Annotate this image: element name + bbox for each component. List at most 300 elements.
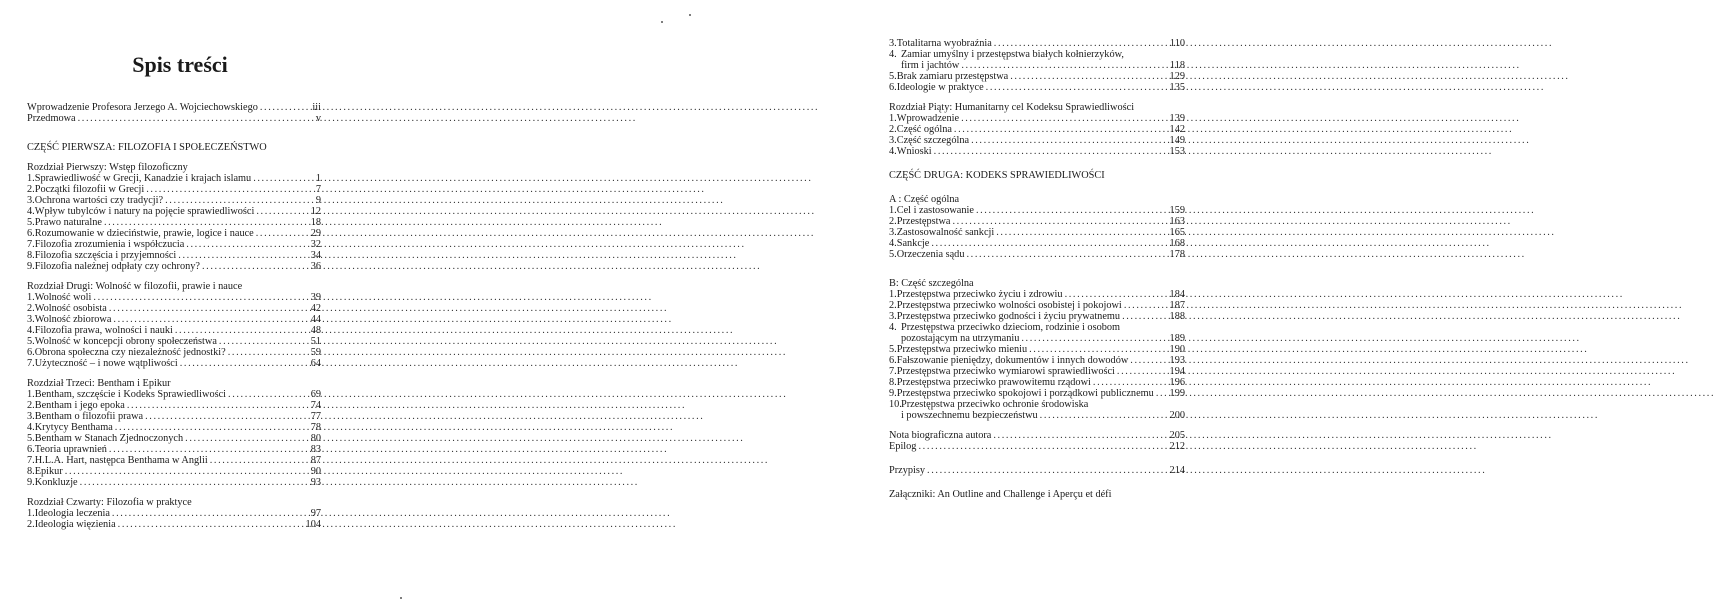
toc-entry-text: Przestępstwa przeciwko wolności osobistej i pokojowi (896, 300, 1122, 311)
toc-entry[interactable] (889, 410, 1185, 421)
dot-leader (934, 146, 1168, 157)
toc-entry-number: 9. (27, 477, 35, 488)
toc-entry-text: Filozofia prawa, wolności i nauki (34, 325, 173, 336)
toc-entry[interactable] (27, 411, 321, 422)
toc-entry-page: 142 (1169, 124, 1185, 135)
spacer (889, 452, 1185, 461)
dot-leader (145, 411, 309, 422)
toc-entry-page: 200 (1169, 410, 1185, 421)
toc-entry-text: Wolność woli (34, 292, 92, 303)
toc-entry[interactable] (889, 430, 1185, 441)
toc-entry-page: 36 (310, 261, 321, 272)
toc-entry-number: 5. (889, 344, 897, 355)
chapter-heading: Rozdział Trzeci: Bentham i Epikur (27, 378, 171, 389)
toc-entry[interactable] (27, 303, 321, 314)
toc-entry-text: Przestępstwa przeciwko godności i życiu prywatnemu (896, 311, 1121, 322)
toc-entry-text: H.L.A. Hart, następca Benthama w Anglii (34, 455, 208, 466)
dot-leader (115, 422, 309, 433)
toc-entry[interactable] (27, 239, 321, 250)
toc-entry-number: 3. (27, 411, 35, 422)
toc-entry-number: 6. (27, 347, 35, 358)
dot-leader (175, 325, 309, 336)
spacer (889, 181, 1185, 190)
toc-entry-text-cont: pozostającym na utrzymaniu (901, 333, 1020, 344)
toc-entry-line (889, 399, 1185, 410)
dot-leader (1122, 311, 1167, 322)
toc-entry-page: 48 (310, 325, 321, 336)
toc-entry-text: Ideologia leczenia (34, 508, 110, 519)
toc-entry[interactable] (27, 477, 321, 488)
toc-entry[interactable] (27, 195, 321, 206)
section-heading: A : Część ogólna (889, 194, 960, 205)
toc-entry-page: 129 (1169, 71, 1185, 82)
toc-entry-page: 64 (310, 358, 321, 369)
toc-entry-text: Przestępstwa przeciwko spokojowi i porządkowi publicznemu (896, 388, 1154, 399)
toc-entry[interactable] (27, 325, 321, 336)
toc-entry[interactable] (889, 289, 1185, 300)
toc-entry-number: 6. (889, 355, 897, 366)
dot-leader (104, 217, 309, 228)
toc-entry[interactable] (889, 249, 1185, 260)
toc-entry-text: Bentham w Stanach Zjednoczonych (34, 433, 184, 444)
dot-leader (260, 102, 311, 113)
toc-entry-number: 7. (27, 455, 35, 466)
toc-entry-page: 193 (1169, 355, 1185, 366)
toc-entry-text: Teoria uprawnień (34, 444, 107, 455)
toc-entry-number: 2. (27, 303, 35, 314)
dot-leader (1156, 388, 1168, 399)
toc-entry-number: 4. (27, 206, 35, 217)
toc-entry[interactable] (889, 227, 1185, 238)
toc-entry-page: 12 (310, 206, 321, 217)
toc-entry[interactable] (889, 205, 1185, 216)
toc-entry-text-cont: firm i jachtów (901, 60, 960, 71)
dot-leader (966, 249, 1167, 260)
toc-entry-number: 6. (889, 82, 897, 93)
toc-entry[interactable] (27, 444, 321, 455)
toc-entry-number: 1. (27, 173, 35, 184)
dot-leader (109, 303, 309, 314)
toc-entry[interactable] (889, 38, 1185, 49)
toc-entry-page: 42 (310, 303, 321, 314)
toc-entry-text: Część szczególna (896, 135, 970, 146)
right-toc (889, 38, 1185, 500)
toc-entry-text: Użyteczność – i nowe wątpliwości (34, 358, 178, 369)
toc-entry-text: Bentham, szczęście i Kodeks Sprawiedliwości (34, 389, 227, 400)
toc-entry-text: Totalitarna wyobraźnia (896, 38, 992, 49)
spacer (889, 476, 1185, 485)
toc-entry[interactable] (27, 466, 321, 477)
toc-entry-page: 110 (1169, 38, 1185, 49)
spacer (889, 421, 1185, 430)
toc-entry-text: Bentham i jego epoka (34, 400, 125, 411)
toc-entry-number: 2. (27, 400, 35, 411)
dot-leader (93, 292, 308, 303)
toc-entry-page: 165 (1169, 227, 1185, 238)
toc-entry-page: 34 (310, 250, 321, 261)
toc-entry-page: 135 (1169, 82, 1185, 93)
dot-leader (228, 389, 309, 400)
toc-entry-page: 7 (315, 184, 321, 195)
toc-entry-text: Wolność w koncepcji obrony społeczeństwa (34, 336, 217, 347)
toc-entry-number: 1. (889, 289, 897, 300)
toc-entry[interactable] (27, 206, 321, 217)
dot-leader (185, 433, 309, 444)
toc-entry[interactable] (27, 173, 321, 184)
toc-entry-text: Ideologia więzienia (34, 519, 116, 530)
toc-entry-number: 6. (27, 228, 35, 239)
toc-entry-text: Brak zamiaru przestępstwa (896, 71, 1009, 82)
toc-entry[interactable] (889, 124, 1185, 135)
dot-leader (986, 82, 1168, 93)
dot-leader (1040, 410, 1168, 421)
toc-entry[interactable] (889, 366, 1185, 377)
dot-leader (210, 455, 309, 466)
toc-entry[interactable] (27, 422, 321, 433)
spacer (27, 272, 321, 281)
toc-entry-page: 153 (1169, 146, 1185, 157)
toc-entry[interactable] (889, 71, 1185, 82)
toc-entry-page: 118 (1169, 60, 1185, 71)
toc-entry[interactable] (889, 344, 1185, 355)
toc-entry[interactable] (27, 250, 321, 261)
toc-entry[interactable] (27, 455, 321, 466)
toc-entry-page: 178 (1169, 249, 1185, 260)
toc-entry-number: 2. (27, 184, 35, 195)
toc-entry-text: Przypisy (889, 465, 926, 476)
toc-entry-number: 4. (889, 146, 897, 157)
toc-entry-number: 3. (889, 38, 897, 49)
toc-entry[interactable] (27, 336, 321, 347)
toc-entry-page: 205 (1169, 430, 1185, 441)
toc-entry-text: Nota biograficzna autora (889, 430, 992, 441)
toc-entry-text: Przestępstwa przeciwko prawowitemu rządowi (896, 377, 1091, 388)
toc-entry-page: 74 (310, 400, 321, 411)
toc-entry-number: 7. (27, 239, 35, 250)
toc-entry[interactable] (27, 261, 321, 272)
toc-entry[interactable] (889, 238, 1185, 249)
dot-leader (918, 441, 1167, 452)
dot-leader (202, 261, 309, 272)
toc-entry-text: Sprawiedliwość w Grecji, Kanadzie i krajach islamu (34, 173, 252, 184)
part-heading: CZĘŚĆ PIERWSZA: FILOZOFIA I SPOŁECZEŃSTWO (27, 142, 267, 153)
toc-entry-text: Obrona społeczna czy niezależność jednostki? (34, 347, 226, 358)
dot-leader (219, 336, 309, 347)
toc-entry-number: 2. (889, 216, 897, 227)
toc-entry-text: Początki filozofii w Grecji (34, 184, 145, 195)
toc-entry-number: 5. (889, 249, 897, 260)
dot-leader (80, 477, 309, 488)
toc-entry-page: 104 (305, 519, 321, 530)
dot-leader (113, 314, 308, 325)
spacer (889, 260, 1185, 269)
toc-entry-text: Wprowadzenie (896, 113, 960, 124)
toc-entry-text: Przestępstwa przeciwko mieniu (896, 344, 1028, 355)
dot-leader (954, 124, 1168, 135)
toc-entry-number: 5. (27, 433, 35, 444)
toc-entry-page: 187 (1169, 300, 1185, 311)
dot-leader (953, 216, 1168, 227)
dot-leader (927, 465, 1168, 476)
toc-entry-text: Krytycy Benthama (34, 422, 113, 433)
toc-entry-number: 10. (889, 399, 902, 410)
toc-entry[interactable] (889, 441, 1185, 452)
toc-entry-number: 5. (27, 336, 35, 347)
dot-leader (228, 347, 309, 358)
spacer (27, 488, 321, 497)
toc-entry-page: 9 (315, 195, 321, 206)
toc-entry-text: Konkluzje (34, 477, 78, 488)
section-heading: B: Część szczególna (889, 278, 974, 289)
dot-leader (1124, 300, 1168, 311)
toc-entry-number: 3. (27, 195, 35, 206)
toc-entry-number: 3. (27, 314, 35, 325)
toc-entry-page: 168 (1169, 238, 1185, 249)
toc-entry-line (889, 322, 1185, 333)
toc-entry-number: 3. (889, 135, 897, 146)
toc-entry-page: 83 (310, 444, 321, 455)
dot-leader (118, 519, 304, 530)
spacer (27, 124, 321, 133)
chapter-heading: Rozdział Drugi: Wolność w filozofii, prawie i nauce (27, 281, 243, 292)
dot-leader (165, 195, 314, 206)
spacer (889, 269, 1185, 278)
dot-leader (253, 173, 314, 184)
toc-entry[interactable] (889, 377, 1185, 388)
toc-entry-number: 4. (889, 322, 897, 333)
dot-leader (1117, 366, 1168, 377)
dot-leader (1130, 355, 1167, 366)
toc-entry[interactable] (27, 358, 321, 369)
toc-entry-text: Orzeczenia sądu (896, 249, 965, 260)
toc-entry-number: 7. (889, 366, 897, 377)
toc-entry[interactable] (889, 355, 1185, 366)
toc-entry-page: 1 (315, 173, 321, 184)
toc-entry-text: Wprowadzenie Profesora Jerzego A. Wojciechowskiego (27, 102, 258, 113)
toc-entry[interactable] (889, 216, 1185, 227)
toc-entry[interactable] (889, 311, 1185, 322)
toc-entry-page: 69 (310, 389, 321, 400)
toc-entry-page: 87 (310, 455, 321, 466)
dot-leader (1065, 289, 1168, 300)
toc-entry-page: 139 (1169, 113, 1185, 124)
dot-leader (1010, 71, 1167, 82)
toc-entry-number: 2. (889, 124, 897, 135)
spacer (27, 153, 321, 162)
chapter-heading: Rozdział Pierwszy: Wstęp filozoficzny (27, 162, 188, 173)
toc-entry-text: Przestępstwa (896, 216, 951, 227)
toc-entry-number: 1. (889, 113, 897, 124)
toc-entry-page: 97 (310, 508, 321, 519)
toc-entry-page: 199 (1169, 388, 1185, 399)
toc-entry-number: 4. (889, 49, 897, 60)
toc-entry-page: 184 (1169, 289, 1185, 300)
toc-entry[interactable] (27, 389, 321, 400)
toc-entry[interactable] (27, 314, 321, 325)
toc-entry-page: v (315, 113, 321, 124)
toc-entry-text: Epikur (34, 466, 63, 477)
toc-entry-page: 77 (310, 411, 321, 422)
toc-entry-page: 163 (1169, 216, 1185, 227)
dot-leader (931, 238, 1167, 249)
dot-leader (256, 206, 308, 217)
attachments-line: Załączniki: An Outline and Challenge i Aperçu et défi (889, 489, 1112, 500)
toc-entry-text: Sankcje (896, 238, 930, 249)
toc-entry-text: Filozofia należnej odpłaty czy ochrony? (34, 261, 200, 272)
spacer (889, 93, 1185, 102)
toc-entry[interactable] (889, 135, 1185, 146)
dot-leader (65, 466, 309, 477)
dot-leader (178, 250, 308, 261)
toc-entry-number: 2. (27, 519, 35, 530)
toc-entry[interactable] (27, 400, 321, 411)
dot-leader (127, 400, 309, 411)
toc-entry-page: 39 (310, 292, 321, 303)
toc-entry-number: 9. (27, 261, 35, 272)
toc-entry-number: 7. (27, 358, 35, 369)
toc-entry-text-cont: i powszechnemu bezpieczeństwu (901, 410, 1038, 421)
dot-leader (993, 430, 1167, 441)
dot-leader (186, 239, 308, 250)
toc-entry-number: 1. (27, 292, 35, 303)
toc-entry-text: Zastosowalność sankcji (896, 227, 995, 238)
toc-entry-page: 29 (310, 228, 321, 239)
toc-entry-page: 90 (310, 466, 321, 477)
toc-entry-number: 4. (27, 422, 35, 433)
toc-entry-page: 159 (1169, 205, 1185, 216)
toc-entry-number: 1. (27, 389, 35, 400)
toc-entry-number: 6. (27, 444, 35, 455)
dot-leader (976, 205, 1168, 216)
toc-entry-text: Rozumowanie w dzieciństwie, prawie, logice i nauce (34, 228, 254, 239)
dot-leader (256, 228, 309, 239)
toc-entry-number: 8. (27, 250, 35, 261)
toc-entry-text: Część ogólna (896, 124, 952, 135)
left-page (0, 0, 400, 600)
toc-entry-text: Epilog (889, 441, 917, 452)
dot-leader (109, 444, 309, 455)
toc-entry-text: Wolność osobista (34, 303, 107, 314)
toc-entry-line (889, 49, 1185, 60)
dot-leader (1093, 377, 1168, 388)
toc-entry-page: 149 (1169, 135, 1185, 146)
toc-entry-page: 78 (310, 422, 321, 433)
left-toc (27, 102, 321, 530)
toc-entry-page: 32 (310, 239, 321, 250)
toc-entry-text: Przestępstwa przeciwko wymiarowi sprawiedliwości (896, 366, 1115, 377)
toc-entry-text: Wpływ tubylców i natury na pojęcie sprawiedliwości (34, 206, 255, 217)
dot-leader (994, 38, 1168, 49)
page-title: Spis treści (132, 52, 228, 77)
toc-entry-number: 9. (889, 388, 897, 399)
toc-entry[interactable] (889, 333, 1185, 344)
toc-entry-page: 194 (1169, 366, 1185, 377)
toc-entry[interactable] (889, 60, 1185, 71)
toc-entry-page: 188 (1169, 311, 1185, 322)
scan-speck (689, 14, 691, 16)
toc-entry-text: Wolność zbiorowa (34, 314, 112, 325)
toc-entry-page: 93 (310, 477, 321, 488)
toc-entry[interactable] (27, 433, 321, 444)
part-heading: CZĘŚĆ DRUGA: KODEKS SPRAWIEDLIWOŚCI (889, 170, 1105, 181)
chapter-heading: Rozdział Czwarty: Filozofia w praktyce (27, 497, 192, 508)
toc-entry[interactable] (889, 113, 1185, 124)
toc-entry-page: iii (312, 102, 321, 113)
dot-leader (961, 60, 1168, 71)
toc-entry-text: Cel i zastosowanie (896, 205, 974, 216)
toc-entry-text: Filozofia zrozumienia i współczucia (34, 239, 185, 250)
toc-entry-number: 3. (889, 227, 897, 238)
toc-entry-number: 4. (27, 325, 35, 336)
chapter-heading: Rozdział Piąty: Humanitarny cel Kodeksu Sprawiedliwości (889, 102, 1135, 113)
dot-leader (1029, 344, 1167, 355)
spacer (889, 157, 1185, 166)
toc-entry-page: 212 (1169, 441, 1185, 452)
toc-entry-text: Bentham o filozofii prawa (34, 411, 144, 422)
toc-entry-text: Przestępstwa przeciwko życiu i zdrowiu (896, 289, 1063, 300)
toc-entry[interactable] (27, 228, 321, 239)
toc-entry[interactable] (889, 300, 1185, 311)
dot-leader (996, 227, 1167, 238)
toc-entry-page: 196 (1169, 377, 1185, 388)
toc-entry[interactable] (27, 519, 321, 530)
toc-entry-number: 3. (889, 311, 897, 322)
toc-entry[interactable] (27, 102, 321, 113)
toc-entry-number: 8. (27, 466, 35, 477)
toc-entry-page: 44 (310, 314, 321, 325)
toc-entry-number: 5. (889, 71, 897, 82)
scan-speck (400, 597, 402, 599)
toc-entry-text: Ochrona wartości czy tradycji? (34, 195, 164, 206)
toc-entry-page: 189 (1169, 333, 1185, 344)
dot-leader (1021, 333, 1167, 344)
toc-entry[interactable] (889, 146, 1185, 157)
toc-entry[interactable] (27, 347, 321, 358)
toc-entry[interactable] (27, 184, 321, 195)
toc-entry-number: 2. (889, 300, 897, 311)
toc-entry[interactable] (27, 292, 321, 303)
toc-entry[interactable] (27, 508, 321, 519)
right-page (400, 0, 1185, 600)
dot-leader (112, 508, 309, 519)
toc-entry-text: Przestępstwa przeciwko ochronie środowiska (901, 399, 1089, 410)
toc-entry-page: 80 (310, 433, 321, 444)
toc-entry[interactable] (889, 465, 1185, 476)
toc-entry-text: Przedmowa (27, 113, 76, 124)
toc-entry[interactable] (889, 82, 1185, 93)
toc-entry-number: 8. (889, 377, 897, 388)
toc-entry[interactable] (889, 388, 1185, 399)
toc-entry-page: 190 (1169, 344, 1185, 355)
toc-entry-number: 5. (27, 217, 35, 228)
dot-leader (961, 113, 1167, 124)
toc-entry-page: 51 (310, 336, 321, 347)
toc-entry-text: Ideologie w praktyce (896, 82, 984, 93)
toc-entry-text: Wnioski (896, 146, 932, 157)
toc-entry[interactable] (27, 217, 321, 228)
scan-speck (661, 21, 663, 23)
spacer (27, 369, 321, 378)
toc-entry-page: 59 (310, 347, 321, 358)
toc-entry-text: Fałszowanie pieniędzy, dokumentów i innych dowodów (896, 355, 1129, 366)
toc-entry-text: Zamiar umyślny i przestępstwa białych kołnierzyków, (901, 49, 1124, 60)
toc-entry-number: 4. (889, 238, 897, 249)
toc-entry-number: 1. (27, 508, 35, 519)
toc-entry-text: Przestępstwa przeciwko dzieciom, rodzinie i osobom (901, 322, 1121, 333)
dot-leader (971, 135, 1167, 146)
toc-entry-page: 214 (1169, 465, 1185, 476)
toc-entry[interactable] (27, 113, 321, 124)
